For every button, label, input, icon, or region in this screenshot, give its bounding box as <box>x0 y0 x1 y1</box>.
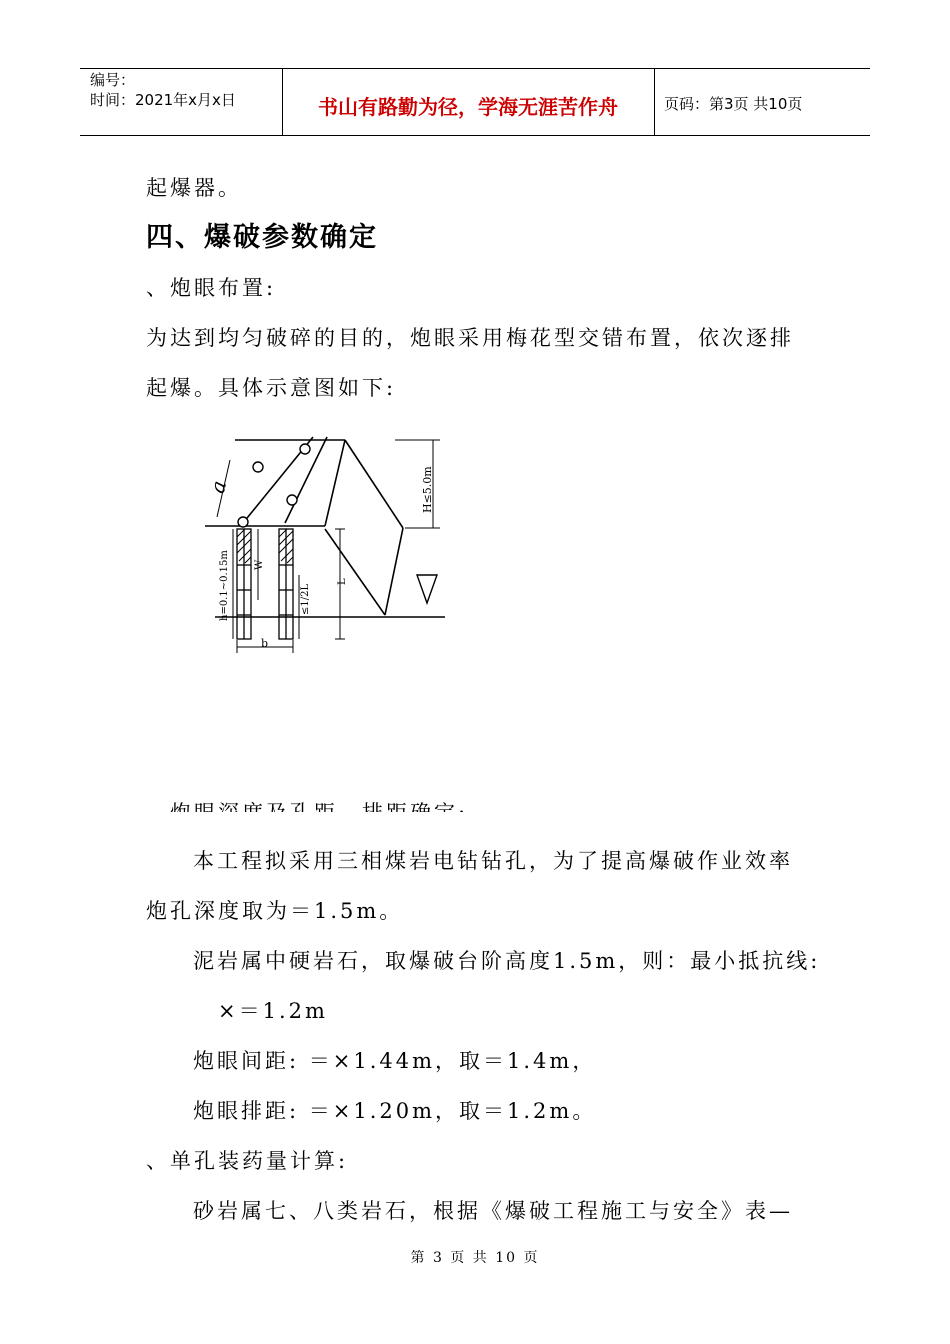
header-top-rule <box>80 68 870 69</box>
paragraph-hole-spacing: 炮眼间距: ＝×1.44m，取＝1.4m， <box>193 1049 597 1073</box>
paragraph-row-spacing: 炮眼排距: ＝×1.20m，取＝1.2m。 <box>193 1099 597 1123</box>
paragraph-sandstone: 砂岩属七、八类岩石，根据《爆破工程施工与安全》表— <box>193 1199 793 1223</box>
subheading-hole-layout: 、炮眼布置: <box>146 276 277 300</box>
header-motto: 书山有路勤为径，学海无涯苦作舟 <box>318 95 618 119</box>
header-time: 时间：2021年x月x日 <box>90 91 236 109</box>
label-b: b <box>261 637 269 650</box>
page-footer: 第 3 页 共 10 页 <box>410 1250 540 1266</box>
label-half-L: ≤1/2L <box>300 583 311 615</box>
header-code: 编号： <box>90 71 136 89</box>
paragraph-layout-line1: 为达到均匀破碎的目的，炮眼采用梅花型交错布置，依次逐排 <box>146 326 794 350</box>
paragraph-burden-line1: 泥岩属中硬岩石，取爆破台阶高度1.5m，则：最小抵抗线: <box>193 949 821 973</box>
label-h: h=0.1~0.15m <box>219 550 230 621</box>
paragraph-layout-line2: 起爆。具体示意图如下: <box>146 376 397 400</box>
blast-hole-diagram <box>195 425 455 665</box>
hole-circle-1 <box>253 462 263 472</box>
paragraph-tail: 起爆器。 <box>146 176 242 200</box>
paragraph-burden-line2: ×＝1.2m <box>218 999 328 1023</box>
header-page-info: 页码：第3页 共10页 <box>664 95 803 113</box>
hole-circle-2 <box>238 517 248 527</box>
hole-circle-3 <box>300 444 310 454</box>
hole-circle-4 <box>287 495 297 505</box>
upper-face-line <box>325 440 345 526</box>
section-title: 四、爆破参数确定 <box>146 222 378 253</box>
subheading-charge: 、单孔装药量计算: <box>146 1149 349 1173</box>
header-meta <box>90 70 236 110</box>
header-bottom-rule <box>80 135 870 136</box>
subheading-overlap-mask <box>140 812 640 824</box>
slope-upper-line <box>345 440 403 528</box>
label-W: W <box>254 559 265 570</box>
paragraph-drill-line1: 本工程拟采用三相煤岩电钻钻孔，为了提高爆破作业效率 <box>193 849 793 873</box>
slope-lower-line <box>385 528 403 615</box>
level-triangle-icon <box>417 575 437 603</box>
lower-face-line <box>325 529 385 615</box>
label-H: H≤5.0m <box>421 466 434 513</box>
header-divider-2 <box>654 68 655 136</box>
label-a: a <box>204 477 232 496</box>
label-L: L <box>337 578 348 585</box>
paragraph-drill-line2: 炮孔深度取为＝1.5m。 <box>146 899 404 923</box>
